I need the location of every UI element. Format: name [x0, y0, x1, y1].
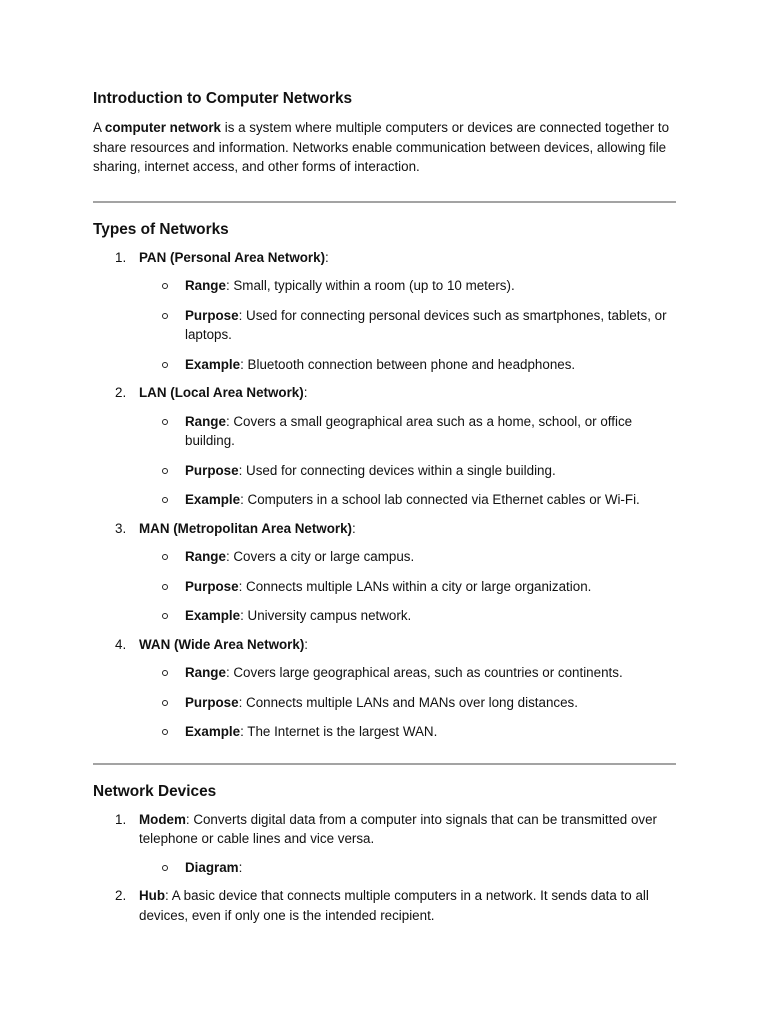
detail-item: [139, 606, 676, 626]
detail-list: [139, 663, 676, 742]
detail-label: Purpose: [185, 694, 239, 710]
detail-label: Example: [185, 492, 241, 507]
detail-text: : Covers a city or large campus.: [225, 549, 415, 564]
list-number: 4.: [115, 636, 127, 652]
network-type-name: LAN (Local Area Network): [139, 385, 304, 400]
device-text: : Converts digital data from a computer into signals that can be transmitted over telephone or cable lines and vice versa.: [139, 811, 658, 846]
detail-item: [139, 547, 676, 567]
list-number: 2.: [115, 385, 127, 400]
list-number: 2.: [115, 888, 127, 903]
section-divider: [93, 763, 676, 765]
section-divider: [93, 201, 676, 203]
detail-item: [139, 355, 676, 375]
detail-list: [139, 858, 676, 878]
detail-item: [139, 577, 676, 597]
detail-item: [139, 461, 676, 481]
device-name: Modem: [139, 811, 186, 827]
detail-item: [139, 693, 676, 713]
device-description: [139, 810, 676, 849]
detail-text: : University campus network.: [240, 608, 412, 623]
circle-bullet-icon: [162, 468, 168, 474]
heading-colon: :: [304, 636, 309, 652]
devices-list: [93, 810, 676, 926]
intro-prefix: A: [93, 120, 105, 135]
circle-bullet-icon: [162, 729, 168, 735]
heading-colon: :: [352, 520, 356, 536]
circle-bullet-icon: [162, 613, 168, 619]
detail-label: Example: [185, 356, 241, 372]
types-heading: Types of Networks: [93, 220, 229, 238]
detail-text: : Small, typically within a room (up to 10 meters).: [225, 278, 515, 293]
list-item-lan: [93, 383, 676, 510]
devices-heading: Network Devices: [93, 782, 217, 800]
detail-label: Diagram: [185, 859, 239, 875]
list-item-hub: [93, 886, 676, 925]
detail-list: [139, 412, 676, 510]
detail-list: [139, 276, 676, 374]
intro-body: is a system where multiple computers or devices are connected together to share resources and information. Networks enable communication between devices, allowing file sharing, internet access, and other forms of interaction.: [93, 120, 670, 174]
circle-bullet-icon: [162, 700, 168, 706]
detail-text: : Covers a small geographical area such as a home, school, or office building.: [185, 413, 633, 448]
detail-item: [139, 722, 676, 742]
document-content: [93, 88, 676, 934]
network-type-heading: [139, 383, 676, 403]
detail-item: [139, 490, 676, 510]
circle-bullet-icon: [162, 362, 168, 368]
intro-term: computer network: [104, 120, 221, 135]
types-section: [93, 219, 676, 742]
detail-label: Example: [185, 724, 241, 739]
list-item-man: [93, 519, 676, 626]
list-item-wan: [93, 635, 676, 742]
circle-bullet-icon: [162, 670, 168, 676]
types-list: [93, 248, 676, 742]
detail-list: [139, 547, 676, 626]
detail-text: : Used for connecting devices within a single building.: [238, 462, 556, 478]
detail-item: [139, 306, 676, 345]
circle-bullet-icon: [162, 283, 168, 289]
heading-colon: :: [303, 385, 308, 400]
detail-item: [139, 858, 676, 878]
list-number: 3.: [115, 520, 127, 536]
detail-text: : Covers large geographical areas, such as countries or continents.: [225, 665, 623, 680]
network-type-name: WAN (Wide Area Network): [139, 636, 305, 652]
detail-label: Purpose: [185, 462, 239, 478]
detail-item: [139, 663, 676, 683]
network-type-heading: [139, 248, 676, 268]
network-type-name: MAN (Metropolitan Area Network): [139, 520, 353, 536]
heading-colon: :: [325, 249, 329, 265]
detail-text: : The Internet is the largest WAN.: [240, 724, 438, 739]
network-type-name: PAN (Personal Area Network): [139, 249, 326, 265]
intro-heading: Introduction to Computer Networks: [93, 90, 353, 107]
detail-text: : Connects multiple LANs within a city or large organization.: [238, 578, 592, 594]
detail-label: Purpose: [185, 307, 239, 323]
device-name: Hub: [139, 888, 166, 903]
detail-label: Range: [185, 278, 226, 293]
network-type-heading: [139, 635, 676, 655]
detail-text: : Connects multiple LANs and MANs over long distances.: [238, 694, 578, 710]
detail-label: Range: [185, 413, 226, 429]
list-number: 1.: [115, 811, 127, 827]
detail-label: Purpose: [185, 578, 239, 594]
devices-section: [93, 781, 676, 926]
circle-bullet-icon: [162, 865, 168, 871]
detail-label: Range: [185, 665, 226, 680]
detail-text: :: [238, 859, 243, 875]
circle-bullet-icon: [162, 584, 168, 590]
detail-item: [139, 412, 676, 451]
detail-text: : Bluetooth connection between phone and headphones.: [240, 356, 576, 372]
detail-text: : Used for connecting personal devices such as smartphones, tablets, or laptops.: [185, 307, 667, 342]
circle-bullet-icon: [162, 313, 168, 319]
detail-text: : Computers in a school lab connected via Ethernet cables or Wi-Fi.: [240, 492, 640, 507]
intro-paragraph: [93, 118, 676, 177]
list-item-modem: [93, 810, 676, 878]
circle-bullet-icon: [162, 554, 168, 560]
detail-label: Example: [185, 608, 241, 623]
detail-label: Range: [185, 549, 226, 564]
circle-bullet-icon: [162, 419, 168, 425]
network-type-heading: [139, 519, 676, 539]
circle-bullet-icon: [162, 497, 168, 503]
list-number: 1.: [115, 249, 127, 265]
detail-item: [139, 276, 676, 296]
device-description: [139, 886, 676, 925]
list-item-pan: [93, 248, 676, 375]
device-text: : A basic device that connects multiple computers in a network. It sends data to all devices, even if only one is the intended recipient.: [139, 888, 649, 923]
